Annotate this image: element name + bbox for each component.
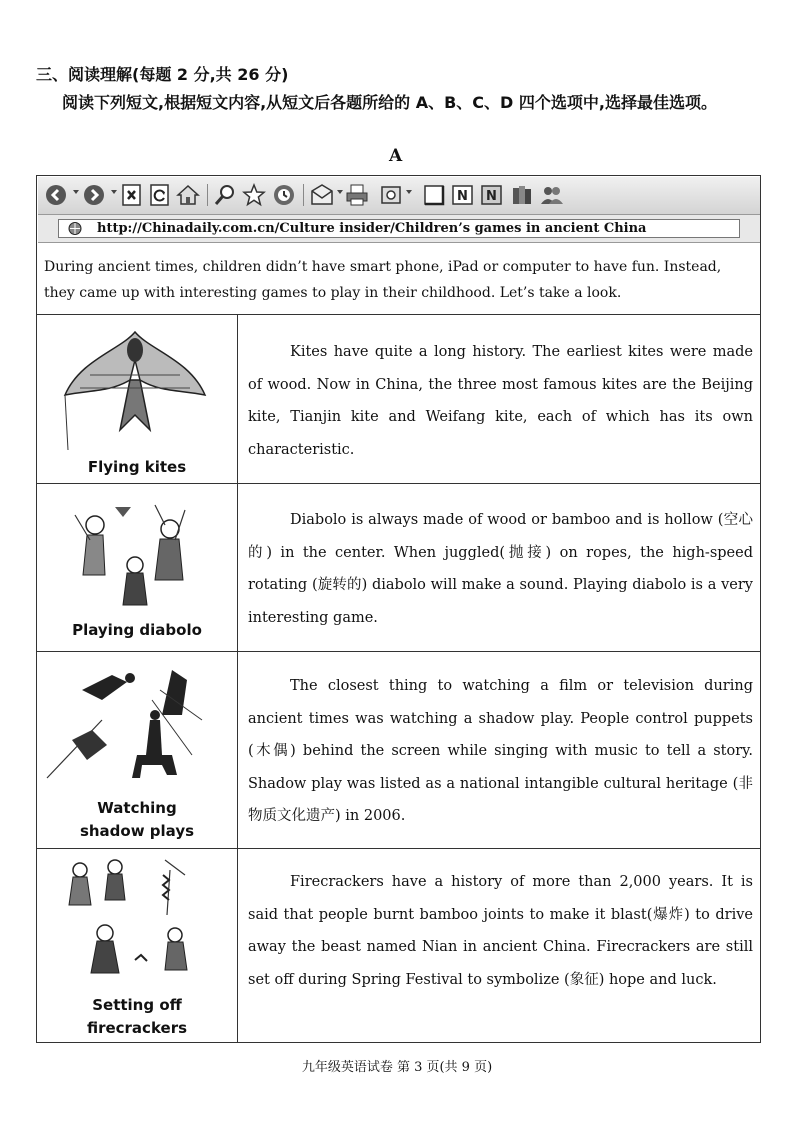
- row-text: Firecrackers have a history of more than 2,000 years. It is said that people burnt bamboo joints to make it blast(爆炸) to drive away the beast named Nian in ancient China. Firecrackers are still set off during Spring Festival to symbolize (象征) hope and luck.: [248, 874, 753, 988]
- back-icon[interactable]: [44, 183, 68, 207]
- caption-line: firecrackers: [86, 1019, 188, 1037]
- diabolo-illustration: [55, 495, 215, 613]
- row-caption: [38, 797, 236, 843]
- row-text: The closest thing to watching a film or television during ancient times was watching a shadow play. People control puppets (木偶) behind the screen while singing with music to tell a story. Shadow play was listed as a national intangible cultural heritage (非物质文化遗产) in 2006.: [248, 678, 753, 824]
- row-divider: [36, 651, 761, 652]
- firecrackers-illustration: [55, 855, 215, 987]
- discuss-icon[interactable]: [422, 183, 446, 207]
- row-caption: [38, 994, 236, 1040]
- media-icon[interactable]: [510, 183, 534, 207]
- home-icon[interactable]: [176, 183, 200, 207]
- row-caption: Playing diabolo: [72, 621, 202, 639]
- refresh-icon[interactable]: [148, 183, 172, 207]
- column-divider: [237, 314, 238, 1043]
- forward-dropdown-icon[interactable]: [111, 190, 117, 194]
- caption-line: Setting off: [92, 996, 182, 1014]
- row-divider: [36, 483, 761, 484]
- stop-icon[interactable]: [120, 183, 144, 207]
- mail-icon[interactable]: [310, 183, 334, 207]
- row-divider: [36, 848, 761, 849]
- svg-text:N: N: [457, 189, 468, 204]
- research-icon[interactable]: [480, 183, 504, 207]
- intro-paragraph: During ancient times, children didn’t have smart phone, iPad or computer to have fun. Instead, they came up with interesting games to play in their childhood. Let’s take a look.: [44, 259, 722, 301]
- edit-icon[interactable]: [379, 183, 403, 207]
- users-icon[interactable]: [540, 183, 564, 207]
- search-icon[interactable]: [213, 183, 237, 207]
- address-input[interactable]: [58, 219, 740, 238]
- row-caption: Flying kites: [87, 458, 187, 476]
- row-text: Kites have quite a long history. The earliest kites were made of wood. Now in China, the three most famous kites are the Beijing kite, Tianjin kite and Weifang kite, each of which has its own characteristic.: [248, 344, 753, 458]
- caption-line: shadow plays: [79, 822, 195, 840]
- edit-dropdown-icon[interactable]: [406, 190, 412, 194]
- history-icon[interactable]: [272, 183, 296, 207]
- kite-illustration: [60, 320, 210, 458]
- passage-label: A: [389, 146, 403, 166]
- page-footer: 九年级英语试卷 第 3 页(共 9 页): [301, 1060, 493, 1075]
- messenger-icon[interactable]: [451, 183, 475, 207]
- caption-line: Watching: [97, 799, 177, 817]
- row-text: Diabolo is always made of wood or bamboo and is hollow (空心的) in the center. When juggled(抛接) on ropes, the high-speed rotating (旋转的) diabolo will make a sound. Playing diabolo is a very interesting game.: [248, 512, 753, 626]
- mail-dropdown-icon[interactable]: [337, 190, 343, 194]
- svg-text:N: N: [486, 189, 497, 204]
- page-icon: [67, 221, 83, 236]
- print-icon[interactable]: [345, 183, 369, 207]
- section-instruction: 阅读下列短文,根据短文内容,从短文后各题所给的 A、B、C、D 四个选项中,选择最佳选项。: [62, 93, 717, 112]
- shadow-play-illustration: [42, 660, 214, 792]
- browser-toolbar: [38, 177, 760, 215]
- address-bar: [38, 215, 760, 243]
- forward-icon[interactable]: [82, 183, 106, 207]
- url-text: http://Chinadaily.com.cn/Culture insider/Children’s games in ancient China: [97, 221, 647, 236]
- row-divider: [36, 314, 761, 315]
- section-title: 三、阅读理解(每题 2 分,共 26 分): [36, 65, 289, 84]
- favorites-icon[interactable]: [242, 183, 266, 207]
- back-dropdown-icon[interactable]: [73, 190, 79, 194]
